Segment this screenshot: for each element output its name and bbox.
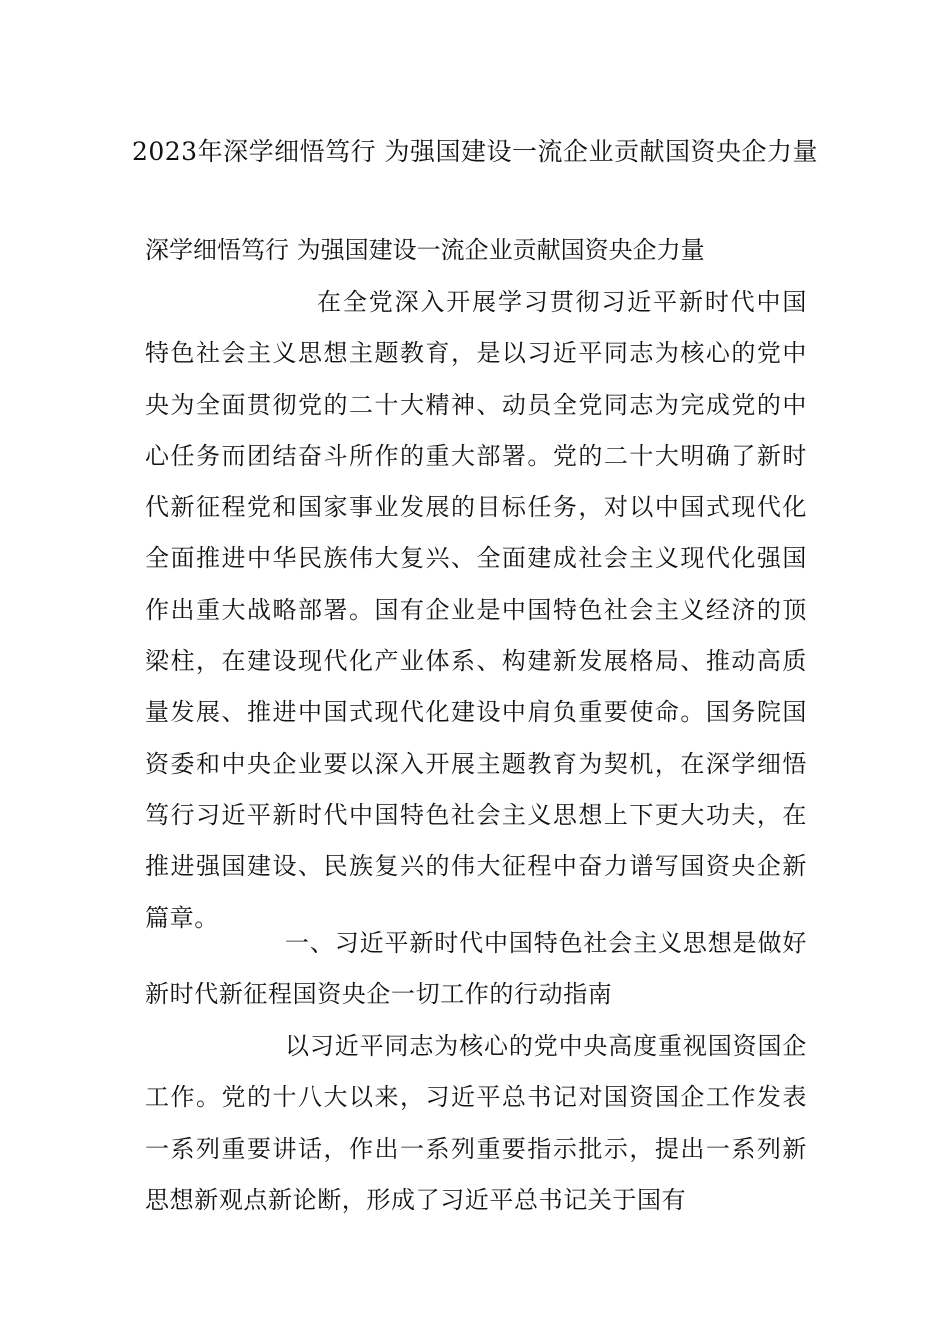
section-heading: 一、习近平新时代中国特色社会主义思想是做好新时代新征程国资央企一切工作的行动指南	[145, 929, 807, 1009]
body-paragraph: 在全党深入开展学习贯彻习近平新时代中国特色社会主义思想主题教育，是以习近平同志为核心的党中央为全面贯彻党的二十大精神、动员全党同志为完成党的中心任务而团结奋斗所作的重大部署。党的二十大明确了新时代新征程党和国家事业发展的目标任务，对以中国式现代化全面推进中华民族伟大复兴、全面建成社会主义现代化强国作出重大战略部署。国有企业是中国特色社会主义经济的顶梁柱，在建设现代化产业体系、构建新发展格局、推动高质量发展、推进中国式现代化建设中肩负重要使命。国务院国资委和中央企业要以深入开展主题教育为契机，在深学细悟笃行习近平新时代中国特色社会主义思想上下更大功夫，在推进强国建设、民族复兴的伟大征程中奋力谱写国资央企新篇章。	[145, 288, 807, 932]
document-subtitle: 深学细悟笃行 为强国建设一流企业贡献国资央企力量	[145, 236, 705, 264]
document-title: 2023年深学细悟笃行 为强国建设一流企业贡献国资央企力量	[131, 137, 819, 166]
body-paragraph: 以习近平同志为核心的党中央高度重视国资国企工作。党的十八大以来，习近平总书记对国资国企工作发表一系列重要讲话，作出一系列重要指示批示，提出一系列新思想新观点新论断，形成了习近平总书记关于国有	[145, 1032, 807, 1214]
